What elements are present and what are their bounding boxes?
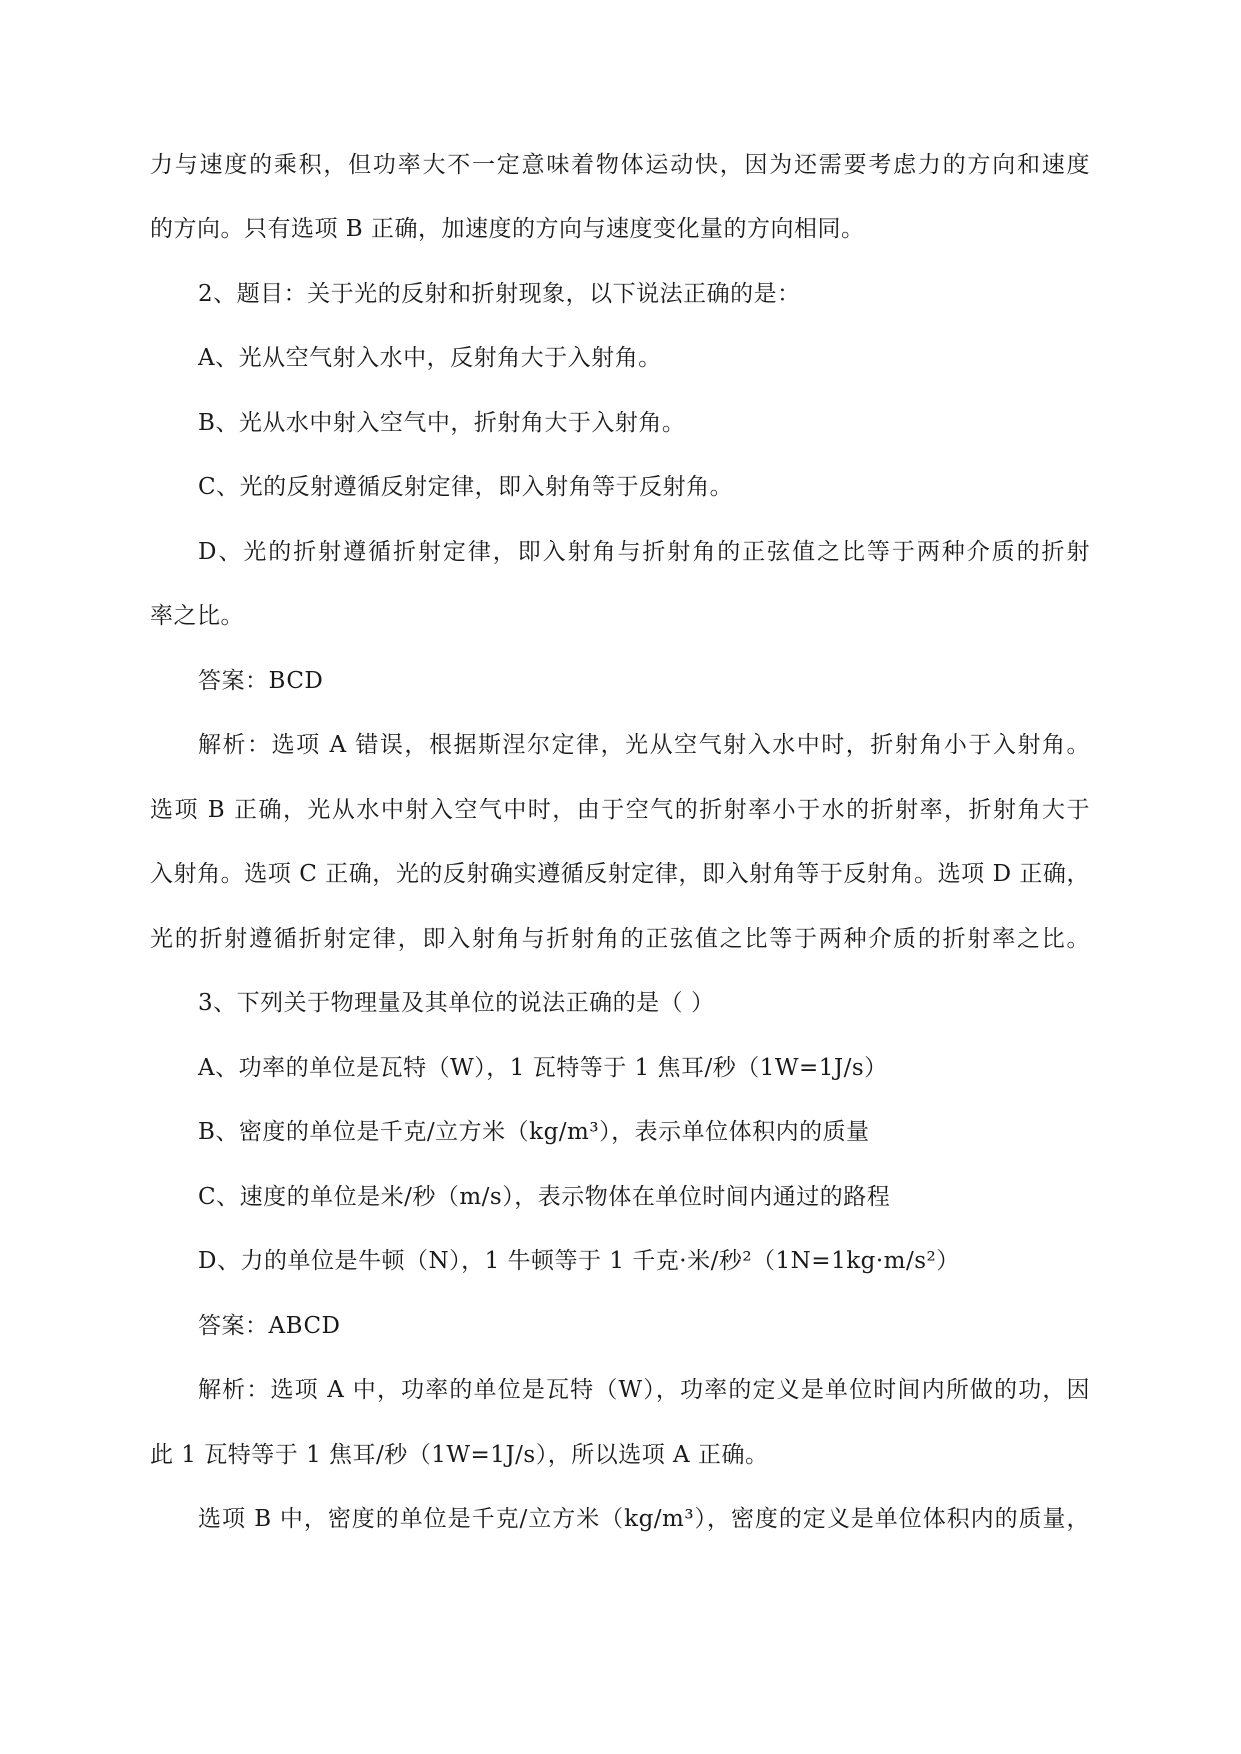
question-3-option-c: C、速度的单位是米/秒（m/s），表示物体在单位时间内通过的路程 bbox=[198, 1184, 891, 1210]
question-2-answer: 答案：BCD bbox=[198, 668, 324, 694]
text-line: 入射角。选项 C 正确，光的反射确实遵循反射定律，即入射角等于反射角。选项 D 正确， bbox=[150, 861, 1090, 887]
text-line: 光的折射遵循折射定律，即入射角与折射角的正弦值之比等于两种介质的折射率之比。 bbox=[150, 926, 1090, 952]
question-3-title: 3、下列关于物理量及其单位的说法正确的是（ ） bbox=[198, 990, 715, 1016]
question-2-option-b: B、光从水中射入空气中，折射角大于入射角。 bbox=[198, 410, 686, 436]
text-line: 选项 B 中，密度的单位是千克/立方米（kg/m³），密度的定义是单位体积内的质量， bbox=[198, 1506, 1090, 1532]
text-line: 此 1 瓦特等于 1 焦耳/秒（1W=1J/s），所以选项 A 正确。 bbox=[150, 1442, 769, 1468]
text-line: 力与速度的乘积，但功率大不一定意味着物体运动快，因为还需要考虑力的方向和速度 bbox=[150, 152, 1090, 178]
text-line: 的方向。只有选项 B 正确，加速度的方向与速度变化量的方向相同。 bbox=[150, 216, 865, 242]
text-line: 率之比。 bbox=[150, 603, 244, 629]
question-2-analysis: 解析：选项 A 错误，根据斯涅尔定律，光从空气射入水中时，折射角小于入射角。 bbox=[198, 732, 1090, 758]
question-2-option-c: C、光的反射遵循反射定律，即入射角等于反射角。 bbox=[198, 474, 734, 500]
question-2-option-a: A、光从空气射入水中，反射角大于入射角。 bbox=[198, 345, 662, 371]
question-3-option-d: D、力的单位是牛顿（N），1 牛顿等于 1 千克·米/秒²（1N=1kg·m/s²） bbox=[198, 1248, 960, 1274]
question-2-option-d: D、光的折射遵循折射定律，即入射角与折射角的正弦值之比等于两种介质的折射 bbox=[198, 539, 1090, 565]
question-3-analysis: 解析：选项 A 中，功率的单位是瓦特（W），功率的定义是单位时间内所做的功，因 bbox=[198, 1377, 1090, 1403]
question-2-title: 2、题目：关于光的反射和折射现象，以下说法正确的是： bbox=[198, 281, 801, 307]
question-3-option-a: A、功率的单位是瓦特（W），1 瓦特等于 1 焦耳/秒（1W=1J/s） bbox=[198, 1055, 888, 1081]
question-3-answer: 答案：ABCD bbox=[198, 1313, 341, 1339]
question-3-option-b: B、密度的单位是千克/立方米（kg/m³），表示单位体积内的质量 bbox=[198, 1119, 870, 1145]
text-line: 选项 B 正确，光从水中射入空气中时，由于空气的折射率小于水的折射率，折射角大于 bbox=[150, 797, 1090, 823]
